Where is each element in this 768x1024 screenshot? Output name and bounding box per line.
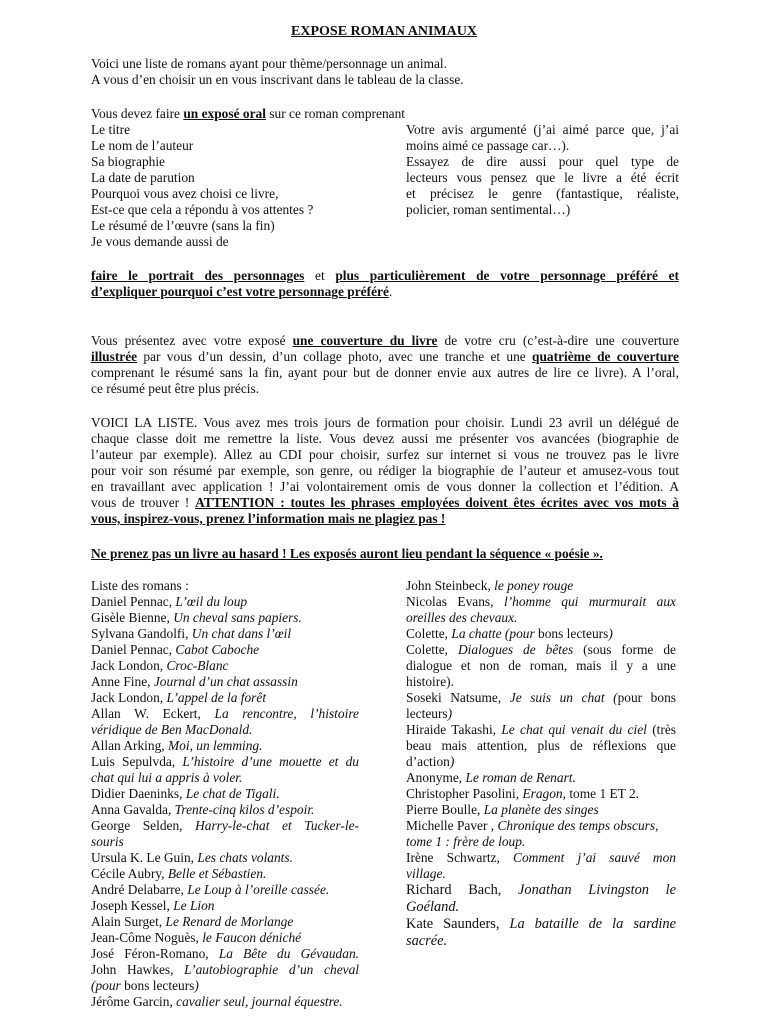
- book-entry: Soseki Natsume, Je suis un chat (pour bons: [406, 690, 676, 705]
- book-list-right: [406, 578, 676, 950]
- book-entry: Richard Bach, Jonathan Livingston le: [406, 882, 677, 898]
- criteria-item: Est-ce que cela a répondu à vos attentes ?: [91, 202, 314, 217]
- book-entry: Irène Schwartz, Comment j’ai sauvé mon: [406, 850, 676, 865]
- book-entry: Ursula K. Le Guin, Les chats volants.: [91, 850, 293, 865]
- oral-instruction: Vous devez faire un exposé oral sur ce roman comprenant: [91, 106, 405, 121]
- book-entry: Goéland.: [406, 899, 460, 915]
- criteria-line: et précisez le genre (fantastique, réaliste,: [406, 186, 679, 201]
- attention-text: ATTENTION : toutes les phrases employées doivent êtes écrites avec vos mots à: [195, 495, 679, 510]
- book-entry: histoire).: [406, 674, 454, 689]
- criteria-item: La date de parution: [91, 170, 195, 185]
- book-entry: Alain Surget, Le Renard de Morlange: [91, 914, 294, 929]
- book-entry: lecteurs): [406, 706, 453, 721]
- oral-emphasis: un exposé oral: [183, 106, 266, 121]
- list-paragraph: VOICI LA LISTE. Vous avez mes trois jours de formation pour choisir. Lundi 23 avril un délégué de chaque classe doit me remettre la liste. Vous devez aussi me présenter vos avancées (biographie de l’auteur par exemple). Allez au CDI pour choisir, surfez sur internet si vous ne trouvez pas le livre pour voir son résumé par exemple, son genre, ou rédiger la biographie de l’auteur et amusez-vous tout en travaillant avec application ! J’ai volontairement omis de vous donner la collection et l’édition. A vous de trouver ! ATTENTION : toutes les phrases employées doivent êtes écrites avec vos mots à vous, inspirez-vous, prenez l’information mais ne plagiez pas !: [91, 415, 679, 526]
- book-entry: (pour bons lecteurs): [91, 978, 199, 993]
- criteria-list-left: [91, 122, 391, 250]
- book-entry: Anna Gavalda, Trente-cinq kilos d’espoir.: [91, 802, 315, 817]
- book-entry: souris: [91, 834, 124, 849]
- book-entry: Hiraide Takashi, Le chat qui venait du ciel (très: [406, 722, 676, 737]
- intro-line-2: A vous d’en choisir un en vous inscrivant dans le tableau de la classe.: [91, 72, 464, 87]
- criteria-item: Je vous demande aussi de: [91, 234, 229, 249]
- book-entry: Nicolas Evans, l’homme qui murmurait aux: [406, 594, 676, 609]
- book-entry: village.: [406, 866, 446, 881]
- book-entry: Jack London, Croc-Blanc: [91, 658, 229, 673]
- book-entry: George Selden, Harry-le-chat et Tucker-le-: [91, 818, 359, 833]
- book-entry: Pierre Boulle, La planète des singes: [406, 802, 599, 817]
- criteria-item: Sa biographie: [91, 154, 166, 169]
- book-entry: John Steinbeck, le poney rouge: [406, 578, 574, 593]
- book-entry: véridique de Ben MacDonald.: [91, 722, 253, 737]
- book-entry: Jean-Côme Noguès, le Faucon déniché: [91, 930, 302, 945]
- criteria-item: Le nom de l’auteur: [91, 138, 194, 153]
- book-entry: Luis Sepulvda, L’histoire d’une mouette et du: [91, 754, 359, 769]
- criteria-list-right: [406, 122, 679, 218]
- document-title: EXPOSE ROMAN ANIMAUX: [291, 24, 477, 39]
- book-entry: chat qui lui a appris à voler.: [91, 770, 243, 785]
- criteria-item: Le titre: [91, 122, 131, 137]
- book-list-header: Liste des romans :: [91, 578, 189, 593]
- cover-paragraph: Vous présentez avec votre exposé une couverture du livre de votre cru (c’est-à-dire une couverture illustrée par vous d’un dessin, d’un collage photo, avec une tranche et une quatrième de couverture comprenant le résumé sans la fin, ayant pour but de donner envie aux autres de lire ce livre). A l’oral, ce résumé peut être plus précis.: [91, 333, 680, 396]
- book-entry: Jérôme Garcin, cavalier seul, journal équestre.: [91, 994, 343, 1009]
- book-list-left: [91, 578, 359, 1010]
- criteria-item: Pourquoi vous avez choisi ce livre,: [91, 186, 279, 201]
- book-entry: Daniel Pennac, Cabot Caboche: [91, 642, 260, 657]
- book-entry: Allan W. Eckert, La rencontre, l’histoire: [91, 706, 359, 721]
- criteria-line: Essayez de dire aussi pour quel type de: [406, 154, 679, 169]
- criteria-line: Votre avis argumenté (j’ai aimé parce que, j’ai: [406, 122, 679, 137]
- book-entry: sacrée.: [406, 933, 448, 949]
- book-entry: Colette, La chatte (pour bons lecteurs): [406, 626, 613, 641]
- book-entry: Anonyme, Le roman de Renart.: [406, 770, 576, 785]
- book-entry: Cécile Aubry, Belle et Sébastien.: [91, 866, 267, 881]
- book-entry: Christopher Pasolini, Eragon, tome 1 ET 2.: [406, 786, 639, 801]
- criteria-line: moins aimé ce passage car…).: [406, 138, 570, 153]
- book-entry: oreilles des chevaux.: [406, 610, 518, 625]
- criteria-line: policier, roman sentimental…): [406, 202, 571, 217]
- book-entry: Kate Saunders, La bataille de la sardine: [406, 916, 676, 932]
- intro-paragraph: [91, 56, 679, 88]
- book-entry: Didier Daeninks, Le chat de Tigali.: [91, 786, 280, 801]
- book-entry: tome 1 : frère de loup.: [406, 834, 526, 849]
- book-entry: Colette, Dialogues de bêtes (sous forme de: [406, 642, 676, 657]
- book-entry: Gisèle Bienne, Un cheval sans papiers.: [91, 610, 302, 625]
- book-entry: Daniel Pennac, L’œil du loup: [91, 594, 248, 609]
- book-entry: Jack London, L’appel de la forêt: [91, 690, 267, 705]
- book-entry: Sylvana Gandolfi, Un chat dans l’œil: [91, 626, 292, 641]
- book-entry: beau mais attention, plus de réflexions que: [406, 738, 676, 753]
- book-entry: José Féron-Romano, La Bête du Gévaudan.: [91, 946, 359, 961]
- portrait-instruction: faire le portrait des personnages et plus particulièrement de votre personnage préféré et d’expliquer pourquoi c’est votre personnage préféré.: [91, 268, 680, 299]
- book-entry: André Delabarre, Le Loup à l’oreille cassée.: [91, 882, 330, 897]
- book-entry: John Hawkes, L’autobiographie d’un cheval: [91, 962, 359, 977]
- book-entry: Michelle Paver , Chronique des temps obscurs,: [406, 818, 659, 833]
- intro-line-1: Voici une liste de romans ayant pour thème/personnage un animal.: [91, 56, 447, 71]
- book-entry: dialogue et non de roman, mais il y a une: [406, 658, 676, 673]
- book-entry: Anne Fine, Journal d’un chat assassin: [91, 674, 298, 689]
- criteria-item: Le résumé de l’œuvre (sans la fin): [91, 218, 275, 233]
- warning-line: Ne prenez pas un livre au hasard ! Les exposés auront lieu pendant la séquence « poésie ».: [91, 546, 603, 561]
- book-entry: d’action): [406, 754, 455, 769]
- book-entry: Joseph Kessel, Le Lion: [91, 898, 215, 913]
- book-entry: Allan Arking, Moi, un lemming.: [91, 738, 263, 753]
- criteria-line: lecteurs vous pensez que le livre a été écrit: [406, 170, 679, 185]
